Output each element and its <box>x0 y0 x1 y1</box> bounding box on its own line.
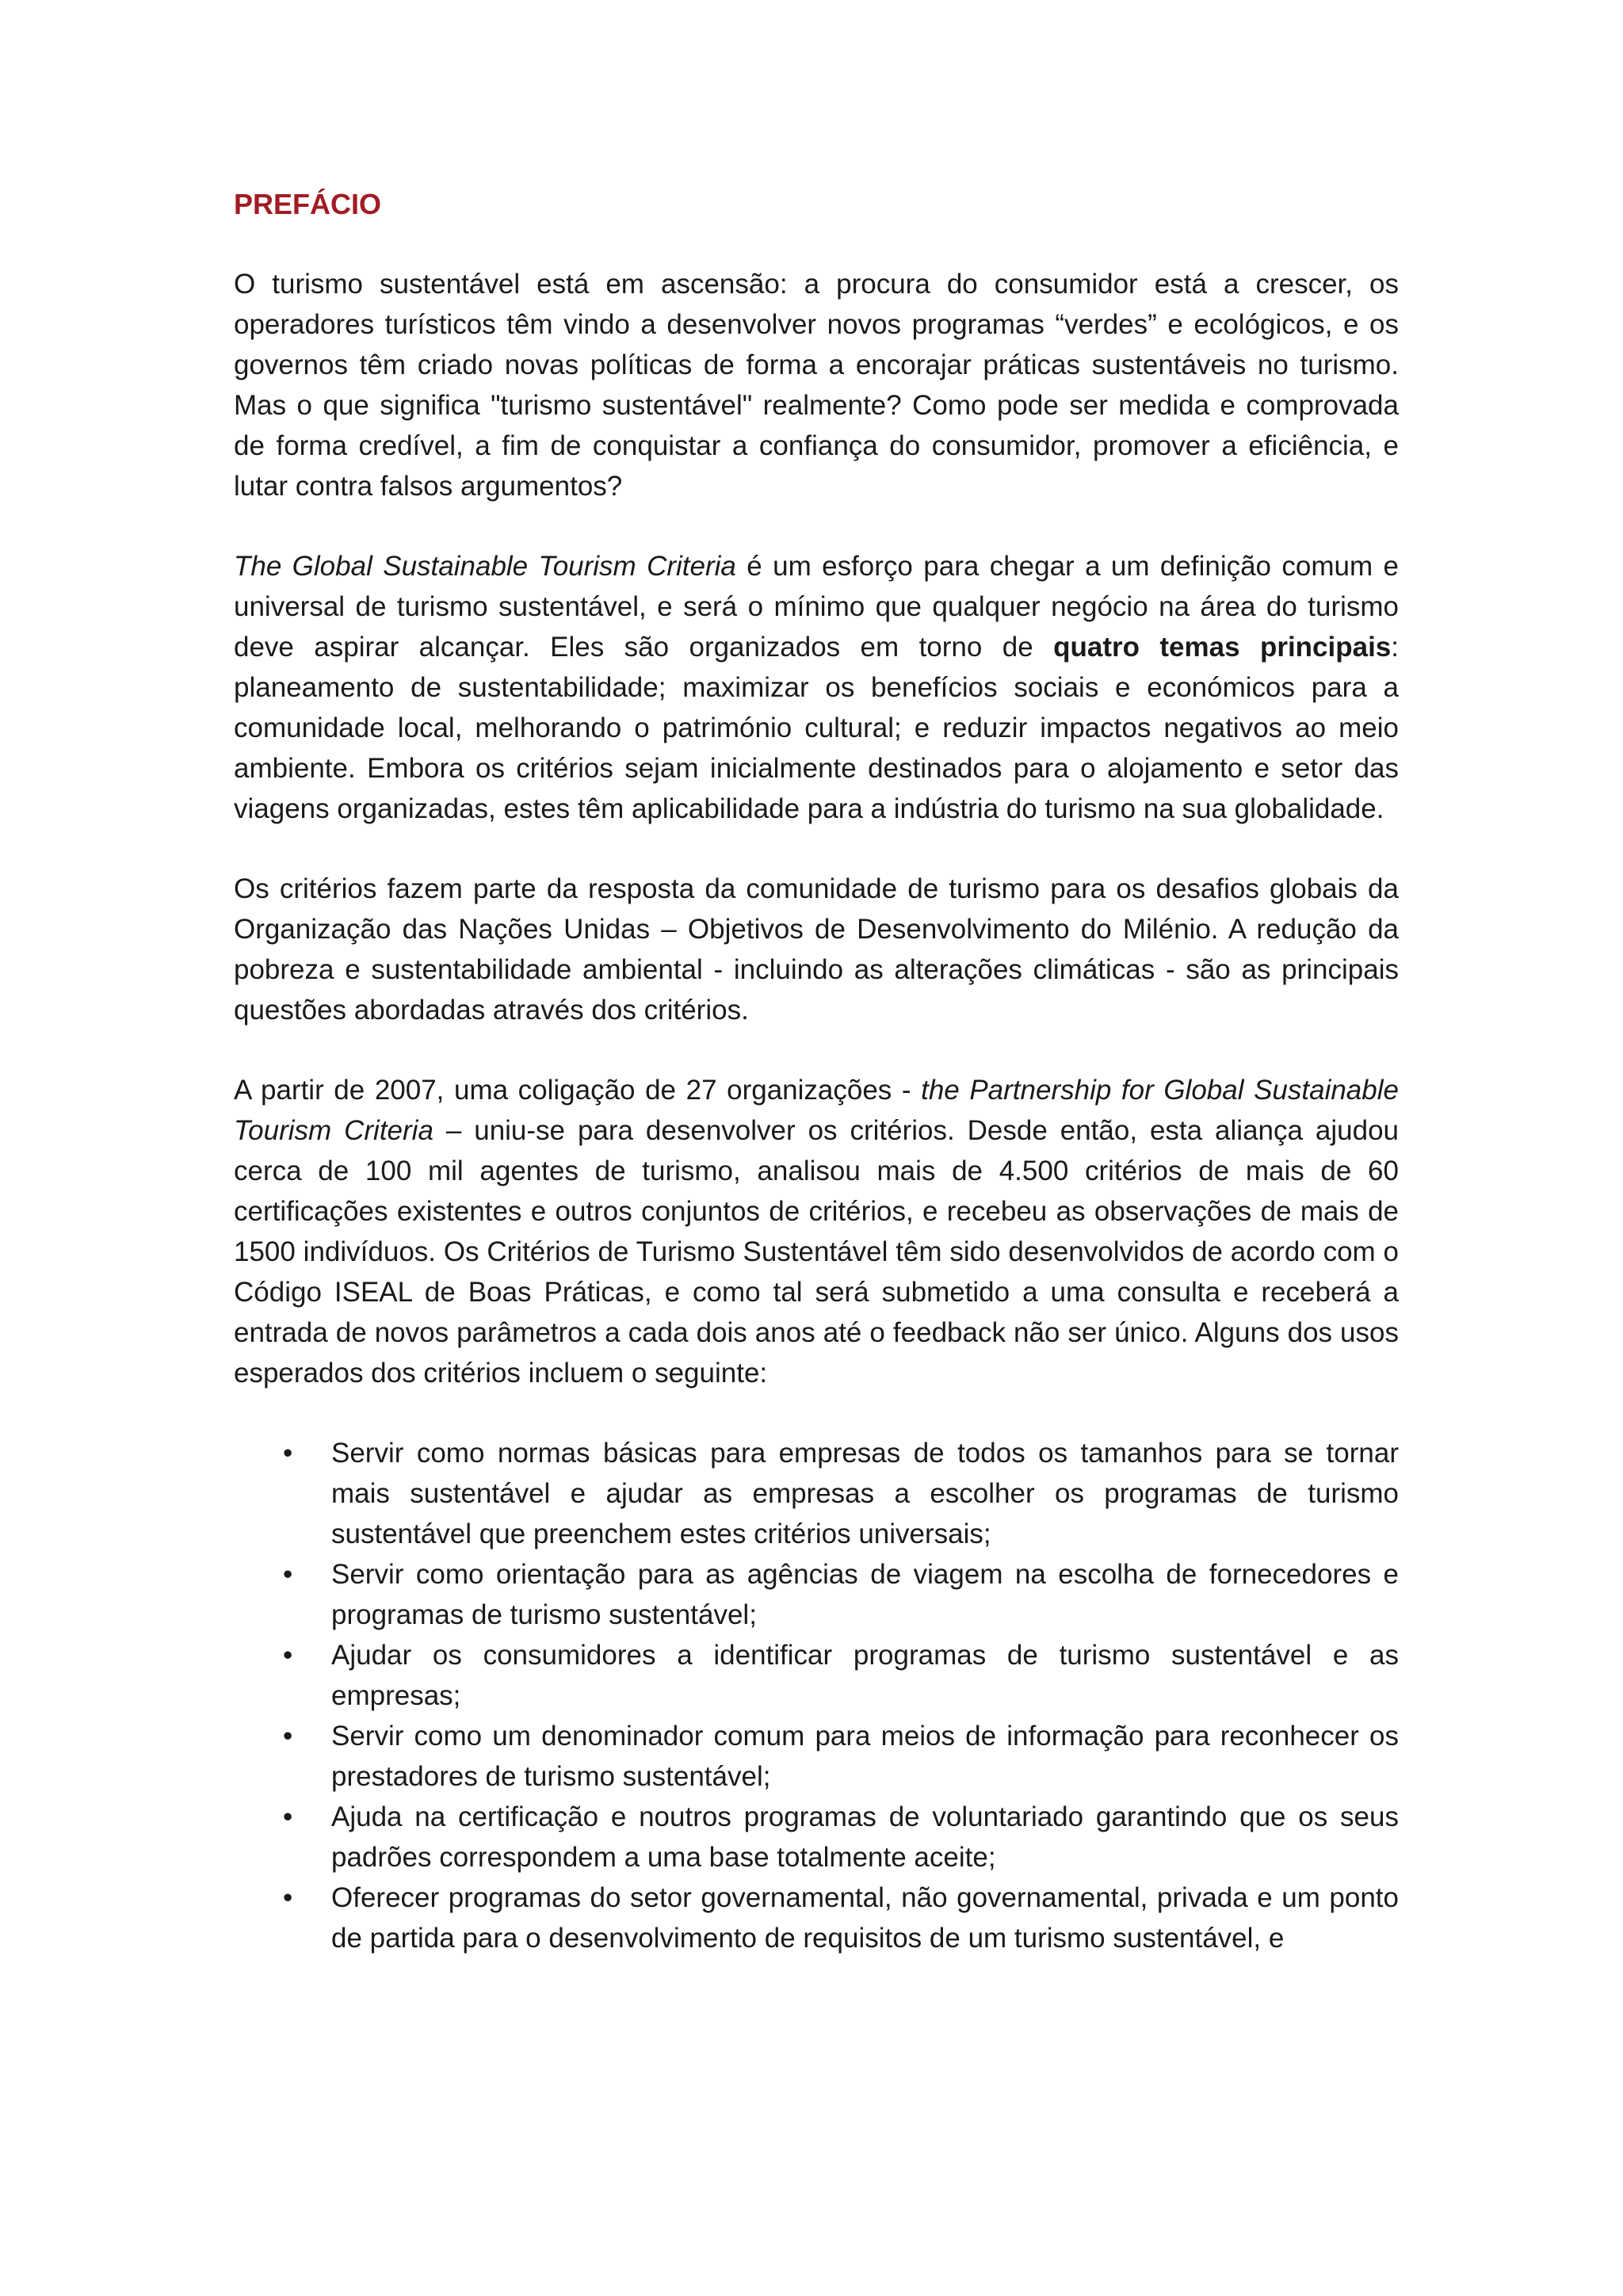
list-item <box>234 1797 1399 1878</box>
list-item-text: Ajudar os consumidores a identificar programas de turismo sustentável e as empresas; <box>331 1640 1399 1711</box>
paragraph-millennium-goals: Os critérios fazem parte da resposta da comunidade de turismo para os desafios globais da Organização das Nações Unidas – Objetivos de Desenvolvimento do Milénio. A redução da pobreza e sustentabilidade ambiental - incluindo as alterações climáticas - são as principais questões abordadas através dos critérios. <box>234 873 1399 1026</box>
paragraph-text: A partir de 2007, uma coligação de 27 organizações - <box>234 1075 922 1106</box>
paragraph-global-criteria <box>234 546 1399 829</box>
bullet-icon: • <box>283 1801 293 1832</box>
criteria-name-italic: The Global Sustainable Tourism Criteria <box>234 551 736 582</box>
list-item-text: Servir como um denominador comum para meios de informação para reconhecer os prestadores de turismo sustentável; <box>331 1721 1399 1792</box>
uses-list <box>234 1433 1399 1958</box>
four-themes-bold: quatro temas principais <box>1053 632 1392 663</box>
paragraph-text: : planeamento de sustentabilidade; maximizar os benefícios sociais e económicos para a comunidade local, melhorando o património cultural; e reduzir impactos negativos ao meio ambiente. Embora os critérios sejam inicialmente destinados para o alojamento e setor das viagens organizadas, estes têm aplicabilidade para a indústria do turismo na sua globalidade. <box>234 632 1400 824</box>
paragraph-text: – uniu-se para desenvolver os critérios. Desde então, esta aliança ajudou cerca de 100 mil agentes de turismo, analisou mais de 4.500 critérios de mais de 60 certificações existentes e outros conjuntos de critérios, e recebeu as observações de mais de 1500 indivíduos. Os Critérios de Turismo Sustentável têm sido desenvolvidos de acordo com o Código ISEAL de Boas Práticas, e como tal será submetido a uma consulta e receberá a entrada de novos parâmetros a cada dois anos até o feedback não ser único. Alguns dos usos esperados dos critérios incluem o seguinte: <box>234 1115 1399 1389</box>
list-item <box>234 1433 1399 1554</box>
bullet-icon: • <box>283 1640 293 1671</box>
paragraph-text: é um esforço para chegar a um definição comum e universal de turismo sustentável, e será o mínimo que qualquer negócio na área do turismo deve aspirar alcançar. Eles são organizados em torno de <box>234 551 1399 663</box>
list-item-text: Ajuda na certificação e noutros programas de voluntariado garantindo que os seus padrões correspondem a uma base totalmente aceite; <box>331 1801 1399 1873</box>
partnership-name-italic: the Partnership for Global Sustainable Tourism Criteria <box>234 1075 1399 1146</box>
list-item <box>234 1635 1399 1716</box>
bullet-icon: • <box>283 1721 293 1752</box>
paragraph-intro: O turismo sustentável está em ascensão: a procura do consumidor está a crescer, os operadores turísticos têm vindo a desenvolver novos programas “verdes” e ecológicos, e os governos têm criado novas políticas de forma a encorajar práticas sustentáveis no turismo. Mas o que significa "turismo sustentável" realmente? Como pode ser medida e comprovada de forma credível, a fim de conquistar a confiança do consumidor, promover a eficiência, e lutar contra falsos argumentos? <box>234 269 1399 502</box>
list-item <box>234 1878 1399 1958</box>
document-page <box>234 184 1399 1958</box>
list-item <box>234 1716 1399 1797</box>
list-item-text: Servir como orientação para as agências de viagem na escolha de fornecedores e programas de turismo sustentável; <box>331 1559 1399 1630</box>
page-title: PREFÁCIO <box>234 188 382 220</box>
bullet-icon: • <box>283 1438 293 1469</box>
list-item-text: Servir como normas básicas para empresas de todos os tamanhos para se tornar mais sustentável e ajudar as empresas a escolher os programas de turismo sustentável que preenchem estes critérios universais; <box>331 1438 1399 1549</box>
bullet-icon: • <box>283 1882 293 1913</box>
paragraph-partnership <box>234 1070 1399 1393</box>
list-item-text: Oferecer programas do setor governamental, não governamental, privada e um ponto de partida para o desenvolvimento de requisitos de um turismo sustentável, e <box>331 1882 1399 1954</box>
bullet-icon: • <box>283 1559 293 1590</box>
list-item <box>234 1554 1399 1635</box>
